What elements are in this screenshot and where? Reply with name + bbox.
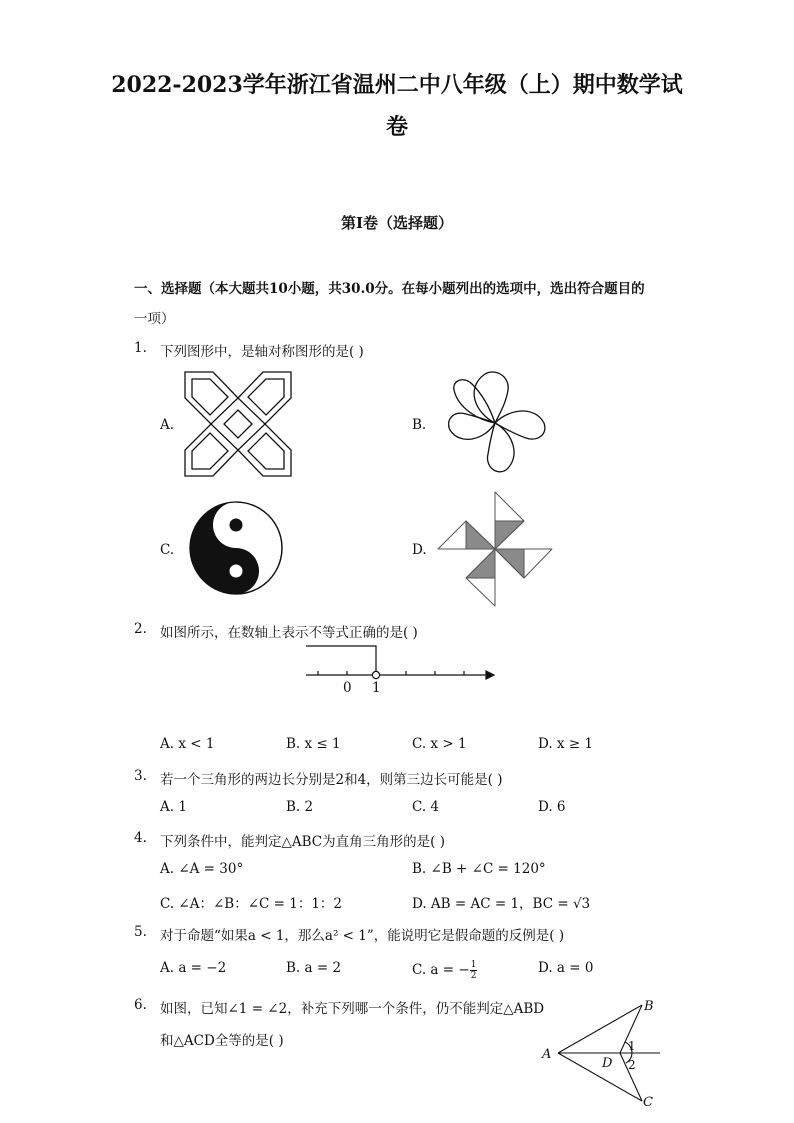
question-stem: 下列条件中，能判定△ABC为直角三角形的是( ) [160,834,445,850]
option-a: A. x < 1 [160,736,215,752]
yin-yang-figure [183,500,289,596]
option-c: C. ∠A：∠B：∠C = 1：1：2 [160,896,343,912]
point-label-d: D [602,1056,613,1071]
option-a: A. a = −2 [160,960,227,976]
question-stem-line2: 和△ACD全等的是( ) [160,1033,284,1049]
option-b: B. 2 [286,799,314,815]
question-stem: 如图所示，在数轴上表示不等式正确的是( ) [160,625,418,641]
option-label: A. [160,417,175,433]
point-label-c: C [643,1095,653,1110]
option-c: C. 4 [412,799,440,815]
fraction-one-half [470,960,478,981]
option-c: C. x > 1 [412,736,467,752]
question-stem-line1: 如图，已知∠1 = ∠2，补充下列哪一个条件，仍不能判定△ABD [160,1001,545,1017]
question-stem: 对于命题“如果a < 1，那么a² < 1”，能说明它是假命题的反例是( ) [160,928,565,944]
pinwheel-figure [436,492,554,606]
option-b: B. a = 2 [286,960,342,976]
angle-label-2: 2 [628,1058,636,1072]
option-d: D. a = 0 [538,960,594,976]
option-d: D. AB = AC = 1，BC = √3 [412,896,591,912]
question-stem: 下列图形中，是轴对称图形的是( ) [160,344,364,360]
axis-label-zero: 0 [343,680,352,696]
fraction-denominator: 2 [470,971,477,981]
cross-octagon-figure [183,370,293,478]
option-label: B. [412,417,427,433]
option-label: D. [412,542,427,558]
point-label-a: A [542,1047,552,1062]
option-c [412,960,477,981]
triangle-abd-acd-figure [540,995,665,1110]
option-label: C. [160,542,175,558]
part-heading-line1: 一、选择题（本大题共10小题，共30.0分。在每小题列出的选项中，选出符合题目的 [134,281,645,297]
option-a: A. ∠A = 30° [160,861,244,877]
question-number: 3. [134,768,147,784]
flower-petal-figure [440,368,550,478]
question-number: 4. [134,830,147,846]
fraction-numerator: 1 [470,960,477,970]
exam-title-line1: 2022-2023学年浙江省温州二中八年级（上）期中数学试 [111,72,683,98]
option-d: D. 6 [538,799,566,815]
angle-label-1: 1 [628,1039,636,1053]
option-a: A. 1 [160,799,187,815]
question-number: 2. [134,621,147,637]
section-title: 第I卷（选择题） [340,214,454,232]
question-number: 5. [134,924,147,940]
option-b: B. x ≤ 1 [286,736,341,752]
option-d: D. x ≥ 1 [538,736,594,752]
question-number: 6. [134,997,147,1013]
question-stem: 若一个三角形的两边长分别是2和4，则第三边长可能是( ) [160,772,503,788]
part-heading-line2: 一项） [134,311,175,327]
exam-title-line2: 卷 [385,114,408,140]
option-b: B. ∠B + ∠C = 120° [412,861,546,877]
option-c-label: C. a = − [412,962,470,978]
point-label-b: B [644,999,654,1014]
axis-label-one: 1 [372,680,381,696]
question-number: 1. [134,340,147,356]
number-line-figure [300,640,500,700]
